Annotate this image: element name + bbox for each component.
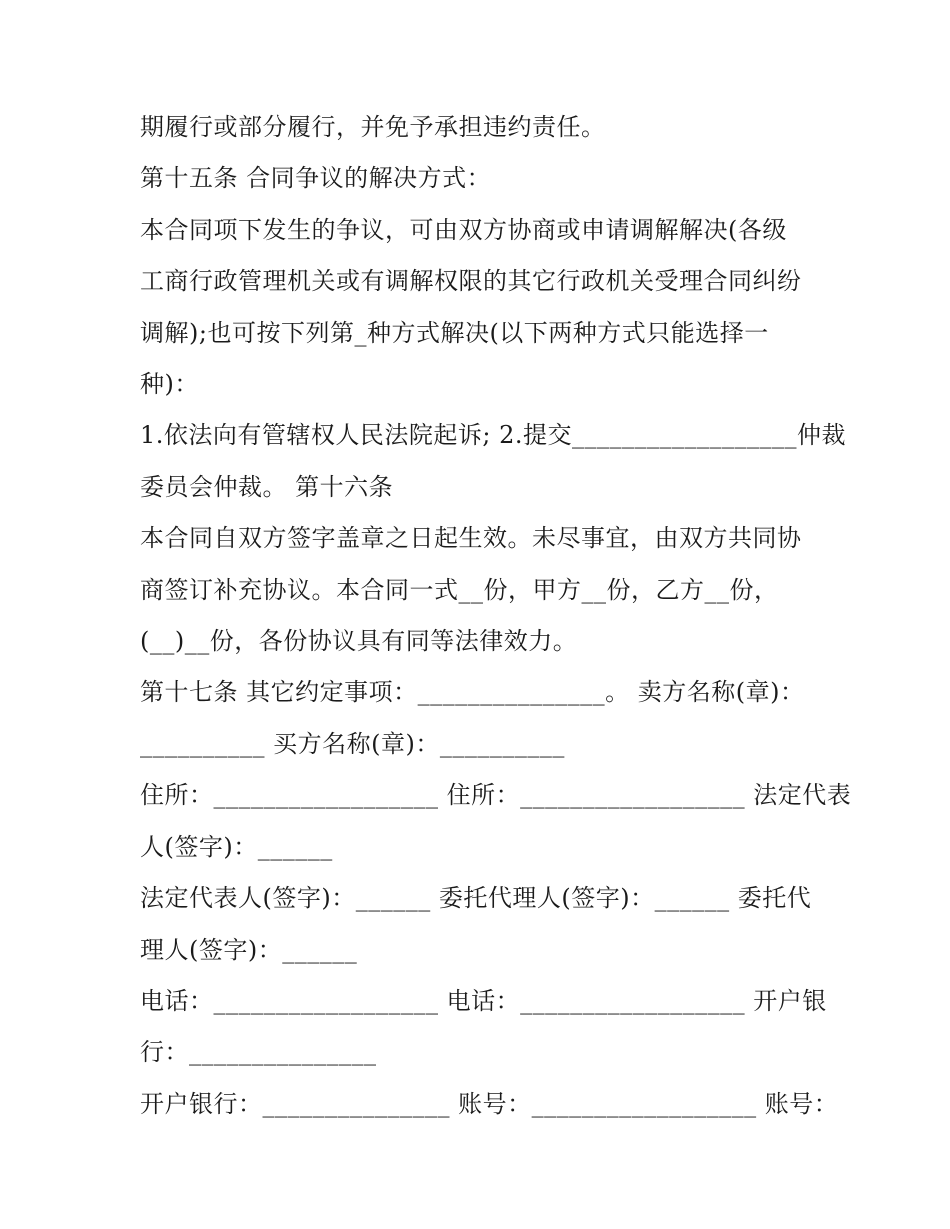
text-line: (__)__份，各份协议具有同等法律效力。 [140, 627, 578, 656]
text-line: 开户银行：_______________ 账号：__________________ 账号： [140, 1089, 839, 1118]
text-line: 行：_______________ [140, 1038, 377, 1067]
section-heading-article-17: 第十七条 其它约定事项：_______________。 卖方名称(章)： [140, 678, 805, 707]
text-line: 商签订补充协议。本合同一式__份，甲方__份，乙方__份， [140, 575, 779, 604]
text-line: 理人(签字)：______ [140, 935, 358, 964]
text-line: 1.依法向有管辖权人民法院起诉; 2.提交__________________仲裁 [140, 421, 847, 450]
text-line: 本合同自双方签字盖章之日起生效。未尽事宜，由双方共同协 [140, 524, 802, 553]
text-line: 工商行政管理机关或有调解权限的其它行政机关受理合同纠纷 [140, 267, 802, 296]
text-line: 本合同项下发生的争议，可由双方协商或申请调解解决(各级 [140, 215, 787, 244]
text-line: 期履行或部分履行，并免予承担违约责任。 [140, 113, 606, 141]
section-heading-article-15: 第十五条 合同争议的解决方式： [140, 164, 492, 193]
text-line: 住所：__________________ 住所：__________________ 法定代表 [140, 781, 852, 810]
text-line: 电话：__________________ 电话：__________________ 开户银 [140, 986, 827, 1015]
text-line: 种)： [140, 370, 199, 399]
text-line: 委员会仲裁。 第十六条 [140, 472, 394, 501]
document-body [140, 102, 852, 1130]
text-line: 调解);也可按下列第_种方式解决(以下两种方式只能选择一 [140, 318, 769, 347]
text-line: 法定代表人(签字)：______ 委托代理人(签字)：______ 委托代 [140, 884, 812, 913]
text-line: __________ 买方名称(章)：__________ [140, 729, 565, 758]
text-line: 人(签字)：______ [140, 832, 333, 861]
